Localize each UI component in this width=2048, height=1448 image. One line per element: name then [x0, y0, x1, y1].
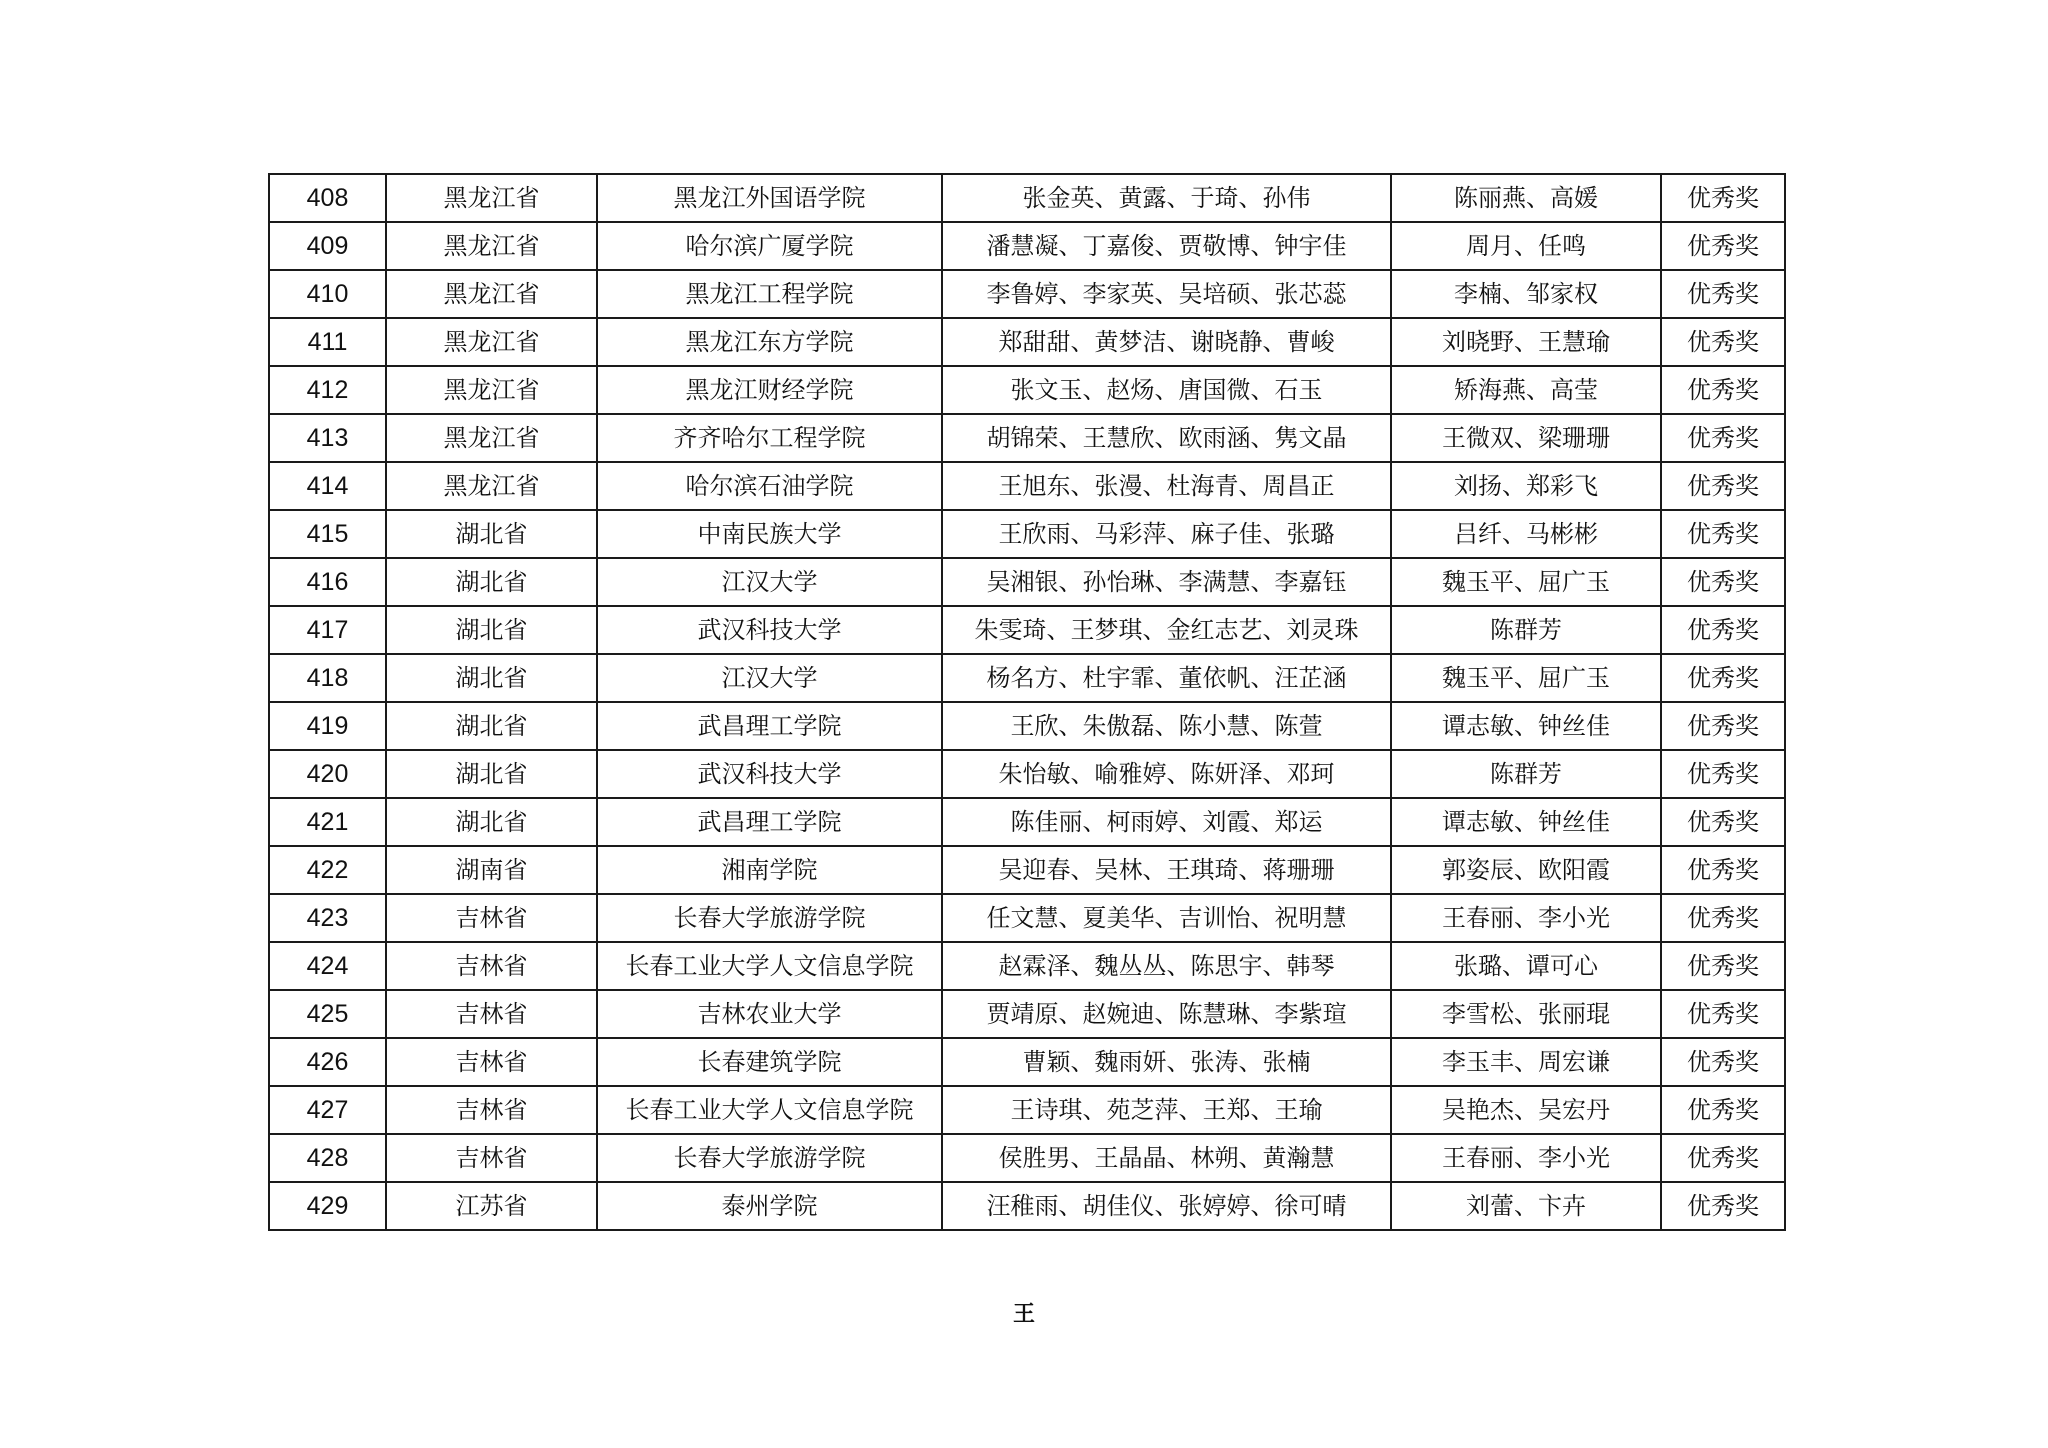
cell-members: 朱雯琦、王梦琪、金红志艺、刘灵珠: [942, 606, 1391, 654]
cell-number: 426: [269, 1038, 386, 1086]
cell-advisors: 李楠、邹家权: [1391, 270, 1661, 318]
cell-province: 湖北省: [386, 606, 597, 654]
cell-advisors: 陈群芳: [1391, 750, 1661, 798]
cell-award: 优秀奖: [1661, 414, 1785, 462]
table-row: [269, 1038, 1785, 1086]
cell-advisors: 王春丽、李小光: [1391, 894, 1661, 942]
cell-province: 吉林省: [386, 990, 597, 1038]
cell-province: 湖北省: [386, 702, 597, 750]
cell-province: 湖北省: [386, 558, 597, 606]
cell-school: 武昌理工学院: [597, 702, 942, 750]
cell-members: 吴湘银、孙怡琳、李满慧、李嘉钰: [942, 558, 1391, 606]
cell-members: 王欣雨、马彩萍、麻子佳、张璐: [942, 510, 1391, 558]
cell-school: 长春大学旅游学院: [597, 894, 942, 942]
cell-advisors: 郭姿辰、欧阳霞: [1391, 846, 1661, 894]
table-row: [269, 558, 1785, 606]
cell-members: 潘慧凝、丁嘉俊、贾敬博、钟宇佳: [942, 222, 1391, 270]
cell-number: 428: [269, 1134, 386, 1182]
cell-school: 黑龙江财经学院: [597, 366, 942, 414]
cell-number: 414: [269, 462, 386, 510]
cell-members: 张文玉、赵炀、唐国微、石玉: [942, 366, 1391, 414]
cell-number: 420: [269, 750, 386, 798]
cell-advisors: 陈群芳: [1391, 606, 1661, 654]
table-row: [269, 846, 1785, 894]
cell-school: 江汉大学: [597, 654, 942, 702]
table-row: [269, 318, 1785, 366]
table-row: [269, 1182, 1785, 1230]
cell-province: 黑龙江省: [386, 414, 597, 462]
cell-advisors: 矫海燕、高莹: [1391, 366, 1661, 414]
cell-number: 418: [269, 654, 386, 702]
cell-school: 吉林农业大学: [597, 990, 942, 1038]
cell-number: 423: [269, 894, 386, 942]
cell-number: 412: [269, 366, 386, 414]
cell-members: 郑甜甜、黄梦洁、谢晓静、曹峻: [942, 318, 1391, 366]
cell-advisors: 李玉丰、周宏谦: [1391, 1038, 1661, 1086]
cell-members: 杨名方、杜宇霏、董依帆、汪芷涵: [942, 654, 1391, 702]
cell-school: 湘南学院: [597, 846, 942, 894]
cell-school: 黑龙江外国语学院: [597, 174, 942, 222]
cell-advisors: 李雪松、张丽琨: [1391, 990, 1661, 1038]
cell-award: 优秀奖: [1661, 750, 1785, 798]
cell-number: 415: [269, 510, 386, 558]
cell-number: 422: [269, 846, 386, 894]
cell-award: 优秀奖: [1661, 318, 1785, 366]
cell-number: 411: [269, 318, 386, 366]
cell-award: 优秀奖: [1661, 942, 1785, 990]
cell-advisors: 谭志敏、钟丝佳: [1391, 798, 1661, 846]
cell-advisors: 刘扬、郑彩飞: [1391, 462, 1661, 510]
cell-number: 410: [269, 270, 386, 318]
cell-school: 黑龙江东方学院: [597, 318, 942, 366]
cell-province: 湖南省: [386, 846, 597, 894]
cell-members: 侯胜男、王晶晶、林朔、黄瀚慧: [942, 1134, 1391, 1182]
cell-award: 优秀奖: [1661, 462, 1785, 510]
cell-province: 吉林省: [386, 1134, 597, 1182]
cell-school: 江汉大学: [597, 558, 942, 606]
page-number: 王: [1012, 1301, 1035, 1327]
cell-members: 汪稚雨、胡佳仪、张婷婷、徐可晴: [942, 1182, 1391, 1230]
cell-advisors: 魏玉平、屈广玉: [1391, 654, 1661, 702]
results-table: [268, 173, 1786, 1231]
cell-school: 武汉科技大学: [597, 750, 942, 798]
cell-members: 张金英、黄露、于琦、孙伟: [942, 174, 1391, 222]
cell-award: 优秀奖: [1661, 1038, 1785, 1086]
cell-number: 425: [269, 990, 386, 1038]
table-row: [269, 894, 1785, 942]
cell-school: 中南民族大学: [597, 510, 942, 558]
cell-award: 优秀奖: [1661, 798, 1785, 846]
cell-members: 陈佳丽、柯雨婷、刘霞、郑运: [942, 798, 1391, 846]
cell-school: 武汉科技大学: [597, 606, 942, 654]
cell-province: 吉林省: [386, 1038, 597, 1086]
cell-advisors: 刘晓野、王慧瑜: [1391, 318, 1661, 366]
cell-number: 413: [269, 414, 386, 462]
cell-advisors: 吴艳杰、吴宏丹: [1391, 1086, 1661, 1134]
cell-province: 黑龙江省: [386, 462, 597, 510]
cell-province: 湖北省: [386, 654, 597, 702]
cell-award: 优秀奖: [1661, 846, 1785, 894]
table-row: [269, 222, 1785, 270]
cell-number: 417: [269, 606, 386, 654]
cell-award: 优秀奖: [1661, 606, 1785, 654]
cell-school: 武昌理工学院: [597, 798, 942, 846]
table-row: [269, 990, 1785, 1038]
cell-members: 王旭东、张漫、杜海青、周昌正: [942, 462, 1391, 510]
cell-school: 长春工业大学人文信息学院: [597, 1086, 942, 1134]
cell-school: 哈尔滨广厦学院: [597, 222, 942, 270]
table-row: [269, 1134, 1785, 1182]
cell-members: 赵霖泽、魏丛丛、陈思宇、韩琴: [942, 942, 1391, 990]
table-row: [269, 510, 1785, 558]
cell-award: 优秀奖: [1661, 654, 1785, 702]
cell-advisors: 谭志敏、钟丝佳: [1391, 702, 1661, 750]
cell-award: 优秀奖: [1661, 366, 1785, 414]
cell-award: 优秀奖: [1661, 894, 1785, 942]
cell-advisors: 陈丽燕、高媛: [1391, 174, 1661, 222]
cell-members: 胡锦荣、王慧欣、欧雨涵、隽文晶: [942, 414, 1391, 462]
cell-school: 长春大学旅游学院: [597, 1134, 942, 1182]
table-row: [269, 942, 1785, 990]
table-row: [269, 1086, 1785, 1134]
cell-award: 优秀奖: [1661, 1134, 1785, 1182]
cell-number: 427: [269, 1086, 386, 1134]
cell-award: 优秀奖: [1661, 1086, 1785, 1134]
cell-members: 朱怡敏、喻雅婷、陈妍泽、邓珂: [942, 750, 1391, 798]
cell-number: 416: [269, 558, 386, 606]
cell-province: 黑龙江省: [386, 366, 597, 414]
table-row: [269, 174, 1785, 222]
table-row: [269, 654, 1785, 702]
cell-award: 优秀奖: [1661, 702, 1785, 750]
cell-province: 黑龙江省: [386, 270, 597, 318]
table-row: [269, 462, 1785, 510]
table-row: [269, 270, 1785, 318]
cell-school: 齐齐哈尔工程学院: [597, 414, 942, 462]
cell-advisors: 周月、任鸣: [1391, 222, 1661, 270]
cell-advisors: 魏玉平、屈广玉: [1391, 558, 1661, 606]
cell-members: 王欣、朱傲磊、陈小慧、陈萱: [942, 702, 1391, 750]
cell-advisors: 王微双、梁珊珊: [1391, 414, 1661, 462]
cell-school: 黑龙江工程学院: [597, 270, 942, 318]
cell-advisors: 刘蕾、卞卉: [1391, 1182, 1661, 1230]
table-row: [269, 414, 1785, 462]
cell-advisors: 吕纤、马彬彬: [1391, 510, 1661, 558]
cell-members: 王诗琪、苑芝萍、王郑、王瑜: [942, 1086, 1391, 1134]
table-row: [269, 606, 1785, 654]
cell-school: 长春工业大学人文信息学院: [597, 942, 942, 990]
cell-number: 424: [269, 942, 386, 990]
table-row: [269, 798, 1785, 846]
cell-number: 421: [269, 798, 386, 846]
table-body: [269, 174, 1785, 1230]
cell-province: 江苏省: [386, 1182, 597, 1230]
cell-members: 曹颖、魏雨妍、张涛、张楠: [942, 1038, 1391, 1086]
table-row: [269, 366, 1785, 414]
cell-award: 优秀奖: [1661, 1182, 1785, 1230]
table-row: [269, 750, 1785, 798]
cell-province: 黑龙江省: [386, 222, 597, 270]
cell-province: 湖北省: [386, 750, 597, 798]
cell-award: 优秀奖: [1661, 222, 1785, 270]
cell-members: 吴迎春、吴林、王琪琦、蒋珊珊: [942, 846, 1391, 894]
cell-members: 任文慧、夏美华、吉训怡、祝明慧: [942, 894, 1391, 942]
cell-award: 优秀奖: [1661, 174, 1785, 222]
cell-advisors: 张璐、谭可心: [1391, 942, 1661, 990]
cell-members: 贾靖原、赵婉迪、陈慧琳、李紫瑄: [942, 990, 1391, 1038]
cell-advisors: 王春丽、李小光: [1391, 1134, 1661, 1182]
cell-school: 长春建筑学院: [597, 1038, 942, 1086]
cell-province: 黑龙江省: [386, 174, 597, 222]
cell-province: 吉林省: [386, 894, 597, 942]
cell-school: 哈尔滨石油学院: [597, 462, 942, 510]
cell-members: 李鲁婷、李家英、吴培硕、张芯蕊: [942, 270, 1391, 318]
cell-award: 优秀奖: [1661, 510, 1785, 558]
cell-award: 优秀奖: [1661, 558, 1785, 606]
table-row: [269, 702, 1785, 750]
cell-province: 湖北省: [386, 798, 597, 846]
cell-award: 优秀奖: [1661, 990, 1785, 1038]
cell-number: 429: [269, 1182, 386, 1230]
cell-province: 吉林省: [386, 1086, 597, 1134]
cell-province: 黑龙江省: [386, 318, 597, 366]
cell-number: 419: [269, 702, 386, 750]
cell-school: 泰州学院: [597, 1182, 942, 1230]
cell-number: 409: [269, 222, 386, 270]
cell-number: 408: [269, 174, 386, 222]
cell-award: 优秀奖: [1661, 270, 1785, 318]
cell-province: 湖北省: [386, 510, 597, 558]
cell-province: 吉林省: [386, 942, 597, 990]
